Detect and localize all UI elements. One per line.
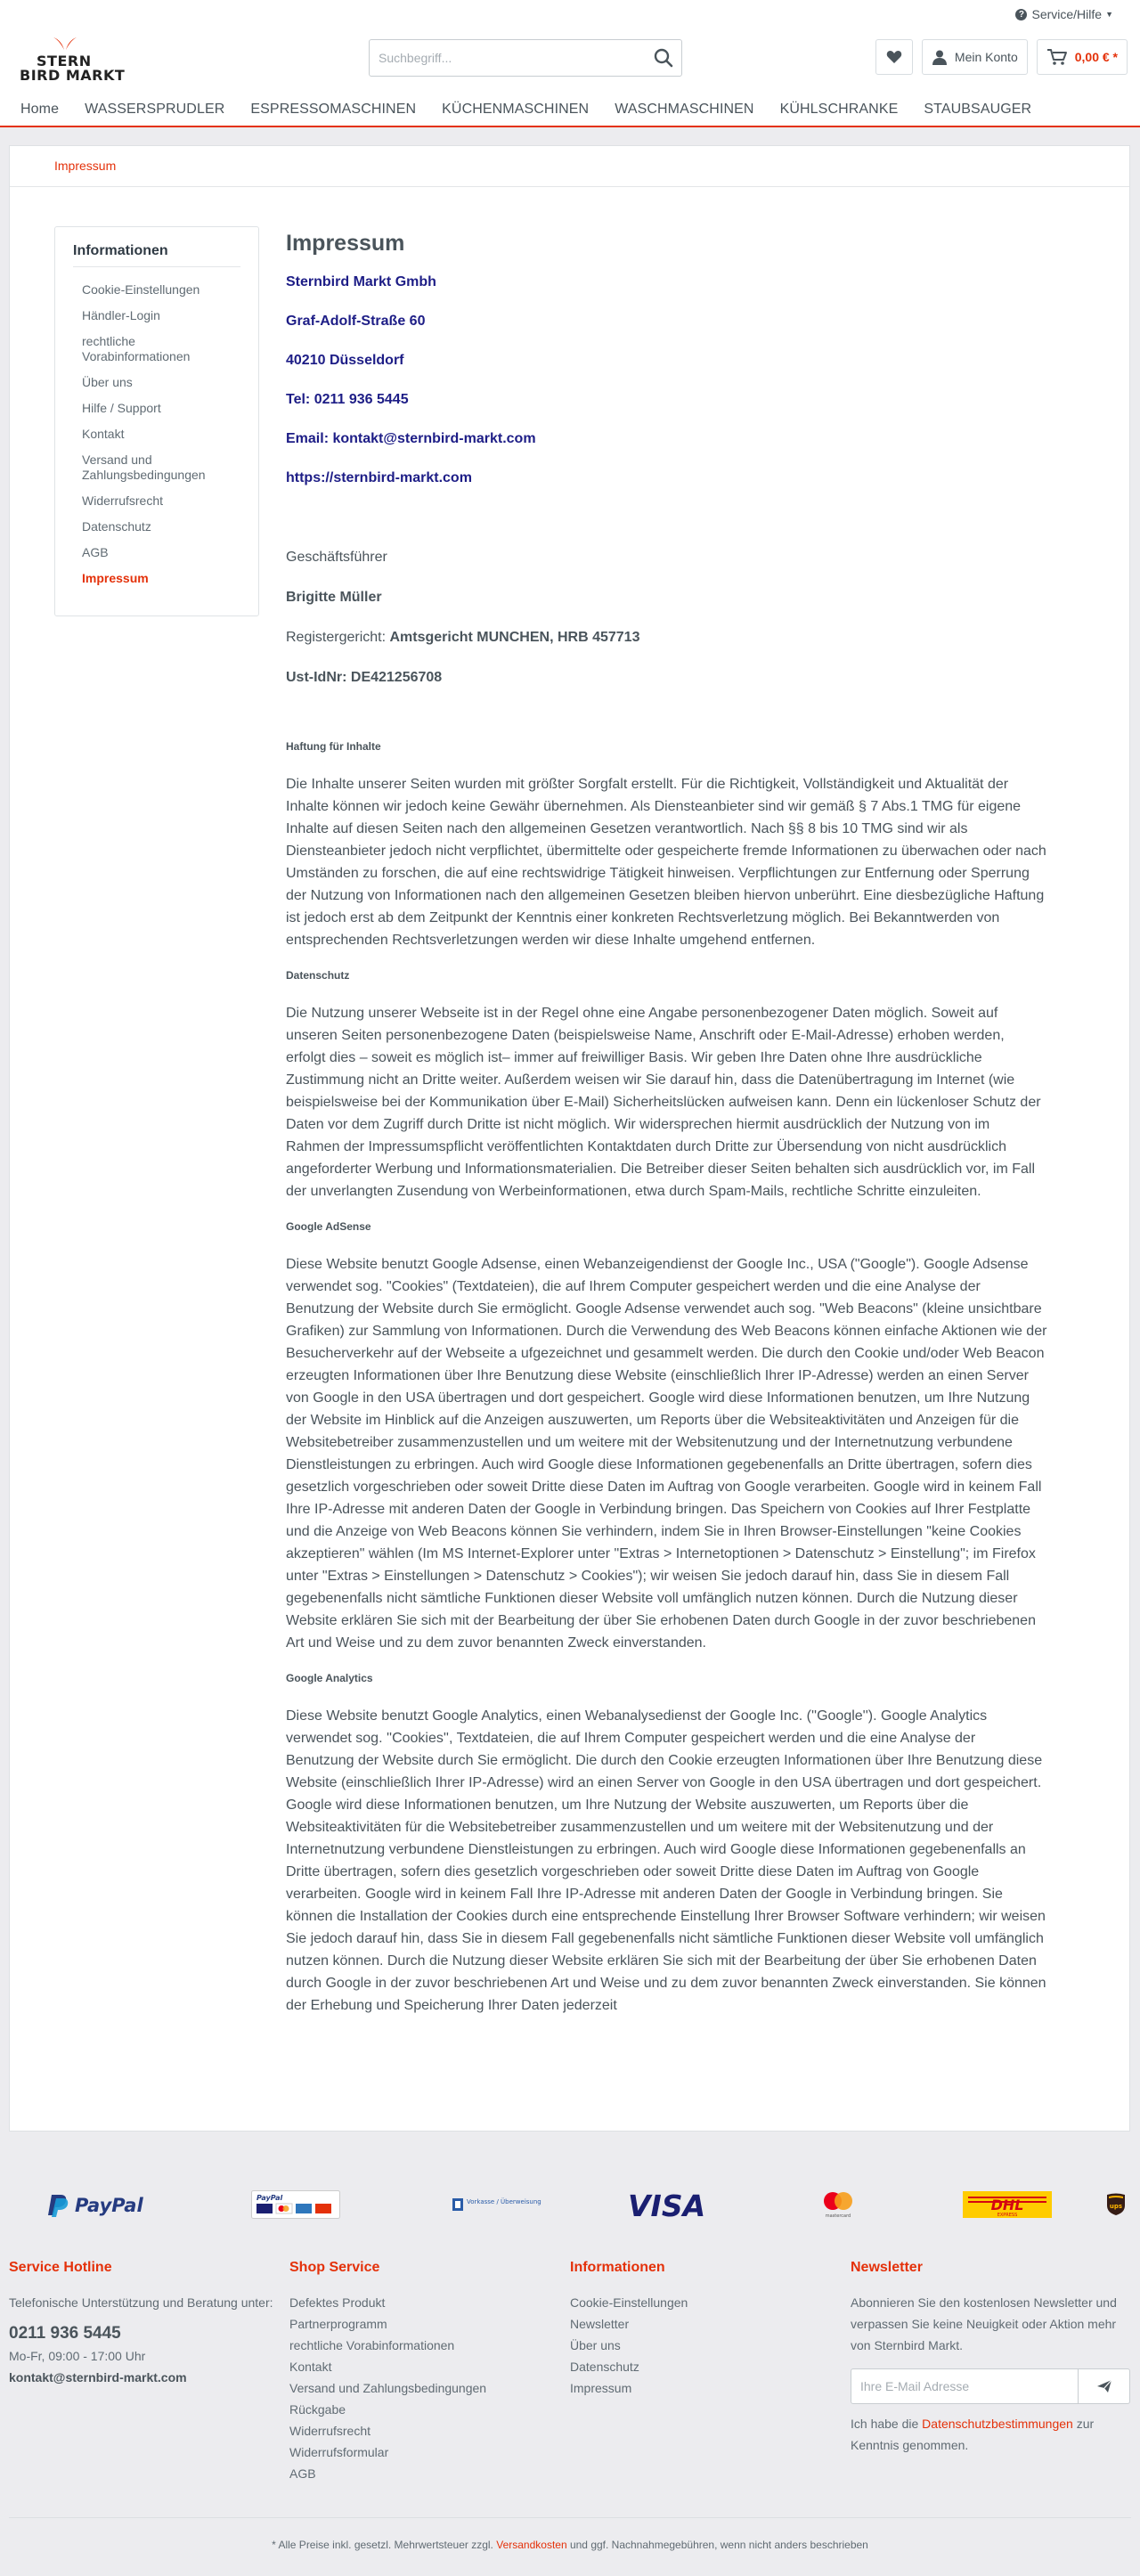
footer-newsletter — [851, 2260, 1131, 2456]
footer-informationen — [570, 2260, 837, 2399]
management-info — [286, 549, 1047, 687]
cart-button[interactable] — [1037, 39, 1128, 75]
logo-text-line1: STERN — [37, 53, 92, 69]
footer-link-newsletter[interactable]: Newsletter — [570, 2317, 630, 2331]
section-text: Diese Website benutzt Google Analytics, einen Webanalysedienst der Google Inc. (''Google''). Google Analytics verwendet sog. ''Cookies'', Textdateien, die auf Ihrem Computer gespeichert werden und die eine Analyse der Benutzung der Website durch Sie ermöglicht. Die durch den Cookie erzeugten Informationen über Ihre Benutzung diese Website (einschließlich Ihrer IP-Adresse) wird an einen Server von Google in den USA übertragen und dort gespeichert. Google wird diese Informationen benutzen, um Ihre Nutzung der Website auszuwerten, um Reports über die Websiteaktivitäten für die Websitebetreiber zusammenzustellen und um weitere mit der Websitenutzung und der Internetnutzung verbundene Dienstleistungen zu erbringen. Auch wird Google diese Informationen gegebenenfalls an Dritte übertragen, sofern dies gesetzlich vorgeschrieben oder soweit Dritte diese Daten im Auftrag von Google verarbeiten. Google wird in keinem Fall Ihre IP-Adresse mit anderen Daten der Google in Verbindung bringen. Sie können die Installation der Cookies durch eine entsprechende Einstellung Ihrer Browser Software verhindern; wir weisen Sie jedoch darauf hin, dass Sie in diesem Fall gegebenenfalls nicht sämtliche Funktionen dieser Website voll umfänglich nutzen können. Durch die Nutzung dieser Website erklären Sie sich mit der Bearbeitung der über Sie erhobenen Daten durch Google in der zuvor beschriebenen Art und Weise und zu dem zuvor benannten Zweck einverstanden. Sie können der Erhebung und Speicherung Ihrer Daten jederzeit — [286, 1708, 1046, 2013]
company-street: Graf-Adolf-Straße 60 — [286, 314, 426, 329]
consent-pre: Ich habe die — [851, 2417, 923, 2431]
section-title: Datenschutz — [286, 969, 350, 982]
vat-pre: * Alle Preise inkl. gesetzl. Mehrwertsteuer zzgl. — [272, 2539, 497, 2551]
nav-item-kuehlschranke[interactable]: KÜHLSCHRANKE — [779, 102, 899, 117]
footer-link-impressum[interactable]: Impressum — [570, 2381, 632, 2395]
ups-text: ups — [1109, 2203, 1123, 2210]
user-icon — [932, 49, 948, 65]
site-header — [0, 0, 1140, 127]
prepayment-text: Vorkasse / Überweisung — [467, 2198, 542, 2205]
shipping-costs-link[interactable]: Versandkosten — [496, 2539, 567, 2551]
ceo-label: Geschäftsführer — [286, 550, 387, 565]
footer-hotline — [9, 2260, 276, 2388]
sidebar — [54, 226, 259, 616]
sidebar-item-haendler-login[interactable]: Händler-Login — [82, 308, 160, 322]
ups-logo — [1092, 2167, 1140, 2242]
informationen-title: Informationen — [570, 2260, 665, 2275]
footer-shop-service — [289, 2260, 557, 2484]
section-text: Die Nutzung unserer Webseite ist in der Regel ohne eine Angabe personenbezogener Daten möglich. Soweit auf unseren Seiten personenbezogene Daten (beispielsweise Name, Anschrift oder E-Mail-Adresse) erhoben werden, erfolgt dies – soweit es möglich ist– immer auf freiwilliger Basis. Wir geben Ihre Daten ohne Ihre ausdrückliche Zustimmung nicht an Dritte weiter. Außerdem weisen wir Sie darauf hin, dass die Datenübertragung im Internet (wie beispielsweise bei der Kommunikation über E-Mail) Sicherheitslücken aufweisen kann. Denn ein lückenloser Schutz der Daten vor dem Zugriff durch Dritte ist nicht möglich. Wir widersprechen hiermit ausdrücklich der Nutzung von im Rahmen der Impressumspflicht veröffentlichten Kontaktdaten durch Dritte zur Übersendung von nicht ausdrücklich angeforderter Werbung und Informationsmaterialien. Die Betreiber dieser Seiten behalten sich ausdrücklich vor, im Fall der unverlangten Zusendung von Werbeinformationen, etwa durch Spam-Mails, rechtliche Schritte einzuleiten. — [286, 1006, 1041, 1199]
ceo-name: Brigitte Müller — [286, 590, 382, 605]
sidebar-item-widerrufsrecht[interactable]: Widerrufsrecht — [82, 493, 164, 508]
account-label: Mein Konto — [954, 50, 1018, 64]
section-text: Diese Website benutzt Google Adsense, einen Webanzeigendienst der Google Inc., USA ("Google"). Google Adsense verwendet sog. "Cookies" (Textdateien), die auf Ihrem Computer gespeichert werden und die eine Analyse der Benutzung der Website durch Sie ermöglicht. Google Adsense verwendet auch sog. "Web Beacons" (kleine unsichtbare Grafiken) zur Sammlung von Informationen. Durch die Verwendung des Web Beacons können einfache Aktionen wie der Besucherverkehr auf der Webseite a ufgezeichnet und gesammelt werden. Die durch den Cookie und/oder Web Beacon erzeugten Informationen über Ihre Benutzung diese Website (einschließlich Ihrer IP-Adresse) werden an einen Server von Google in den USA übertragen und dort gespeichert. Google wird diese Informationen benutzen, um Ihre Nutzung der Website im Hinblick auf die Anzeigen auszuwerten, um Reports über die Websiteaktivitäten und Anzeigen für die Websitebetreiber zusammenzustellen und um weitere mit der Websitenutzung und der Internetnutzung verbundene Dienstleistungen zu erbringen. Auch wird Google diese Informationen gegebenenfalls an Dritte übertragen, sofern dies gesetzlich vorgeschrieben oder soweit Dritte diese Daten im Auftrag von Google verarbeiten. Google wird in keinem Fall Ihre IP-Adresse mit anderen Daten der Google in Verbindung bringen. Das Speichern von Cookies auf Ihrer Festplatte und die Anzeige von Web Beacons können Sie verhindern, indem Sie in Ihren Browser-Einstellungen "keine Cookies akzeptieren" wählen (Im MS Internet-Explorer unter "Extras > Internetoptionen > Datenschutz > Einstellung"; im Firefox unter "Extras > Einstellungen > Datenschutz > Cookies"); wir weisen Sie jedoch darauf hin, dass Sie in diesem Fall gegebenenfalls nicht sämtliche Funktionen dieser Website voll umfänglich nutzen können. Durch die Nutzung dieser Website erklären Sie sich mit der Bearbeitung der über Sie erhobenen Daten durch Google in der zuvor beschriebenen Art und Weise und zu dem zuvor benannten Zweck einverstanden. — [286, 1257, 1047, 1651]
consent-post: zur Kenntnis genommen. — [851, 2417, 1095, 2452]
footer-link-ueber-uns[interactable]: Über uns — [570, 2338, 621, 2352]
newsletter-consent — [851, 2413, 1131, 2456]
wishlist-button[interactable] — [875, 39, 913, 75]
footer-link-cookie-einstellungen[interactable]: Cookie-Einstellungen — [570, 2295, 688, 2310]
dhl-logo — [923, 2167, 1092, 2242]
visa-text: VISA — [628, 2189, 706, 2223]
section-text: Die Inhalte unserer Seiten wurden mit größter Sorgfalt erstellt. Für die Richtigkeit, Vollständigkeit und Aktualität der Inhalte können wir jedoch keine Gewähr übernehmen. Als Diensteanbieter sind wir gemäß § 7 Abs.1 TMG für eigene Inhalte auf diesen Seiten nach den allgemeinen Gesetzen verantwortlich. Nach §§ 8 bis 10 TMG sind wir als Diensteanbieter jedoch nicht verpflichtet, übermittelte oder gespeicherte fremde Informationen zu überwachen oder nach Umständen zu forschen, die auf eine rechtswidrige Tätigkeit hinweisen. Verpflichtungen zur Entfernung oder Sperrung der Nutzung von Informationen nach den allgemeinen Gesetzen bleiben hiervon unberührt. Eine diesbezügliche Haftung ist jedoch erst ab dem Zeitpunkt der Kenntnis einer konkreten Rechtsverletzung möglich. Bei Bekanntwerden von entsprechenden Rechtsverletzungen werden wir diese Inhalte umgehend entfernen. — [286, 777, 1046, 948]
main-navigation — [0, 100, 1140, 127]
register-info — [286, 629, 1047, 647]
register-value: Amtsgericht MUNCHEN, HRB 457713 — [389, 630, 640, 645]
nav-item-staubsauger[interactable]: STAUBSAUGER — [924, 102, 1032, 117]
paypal-cards-logo — [200, 2167, 392, 2242]
dhl-sub-text: EXPRESS — [997, 2213, 1018, 2218]
company-name: Sternbird Markt Gmbh — [286, 274, 436, 289]
footer-link-widerrufsformular[interactable]: Widerrufsformular — [289, 2445, 389, 2459]
newsletter-title: Newsletter — [851, 2260, 923, 2275]
vat-id: Ust-IdNr: DE421256708 — [286, 670, 443, 685]
main-content-card — [9, 145, 1130, 2132]
payment-logos — [0, 2167, 1140, 2242]
hotline-number[interactable]: 0211 936 5445 — [9, 2324, 121, 2343]
section-title: Google AdSense — [286, 1220, 371, 1233]
visa-logo — [584, 2167, 753, 2242]
privacy-link[interactable]: Datenschutzbestimmungen — [922, 2417, 1073, 2431]
footer-link-defektes-produkt[interactable]: Defektes Produkt — [289, 2295, 386, 2310]
footer-link-partnerprogramm[interactable]: Partnerprogramm — [289, 2317, 387, 2331]
sidebar-item-agb[interactable]: AGB — [82, 545, 109, 559]
search-box — [369, 39, 682, 77]
paypal-logo — [0, 2167, 200, 2242]
mastercard-text: mastercard — [825, 2213, 851, 2219]
vat-post: und ggf. Nachnahmegebühren, wenn nicht anders beschrieben — [566, 2539, 868, 2551]
divider — [9, 2517, 1131, 2518]
sidebar-item-kontakt[interactable]: Kontakt — [82, 427, 125, 441]
logo-bird-icon — [52, 36, 78, 52]
sidebar-title: Informationen — [73, 243, 240, 267]
divider — [10, 186, 1129, 187]
section-title: Haftung für Inhalte — [286, 740, 381, 753]
sidebar-item-datenschutz[interactable]: Datenschutz — [82, 519, 151, 534]
breadcrumb[interactable]: Impressum — [54, 159, 117, 173]
company-phone: Tel: 0211 936 5445 — [286, 392, 409, 407]
nav-item-espressomaschinen[interactable]: ESPRESSOMASCHINEN — [250, 102, 417, 117]
company-city: 40210 Düsseldorf — [286, 353, 404, 368]
company-address — [286, 273, 1047, 487]
mastercard-logo — [753, 2167, 923, 2242]
impressum-content — [286, 231, 1047, 2034]
footer-link-rechtliche-vorabinformationen[interactable]: rechtliche Vorabinformationen — [289, 2338, 455, 2352]
logo[interactable] — [20, 36, 126, 84]
newsletter-email-input[interactable] — [851, 2369, 1078, 2403]
nav-item-waschmaschinen[interactable]: WASCHMASCHINEN — [615, 102, 754, 117]
sidebar-item-impressum[interactable]: Impressum — [82, 571, 149, 585]
paypal-text: PayPal — [75, 2195, 143, 2216]
search-icon[interactable] — [646, 48, 681, 68]
account-button[interactable] — [922, 39, 1028, 75]
vat-notice — [0, 2539, 1140, 2551]
footer-link-kontakt[interactable]: Kontakt — [289, 2360, 332, 2374]
service-help-label: Service/Hilfe — [1031, 7, 1103, 21]
cart-total: 0,00 € * — [1074, 50, 1118, 64]
hotline-title: Service Hotline — [9, 2260, 112, 2275]
page-title: Impressum — [286, 231, 405, 256]
newsletter-submit-button[interactable] — [1078, 2369, 1129, 2403]
sidebar-item-hilfe-support[interactable]: Hilfe / Support — [82, 401, 161, 415]
dhl-text: DHL — [990, 2197, 1024, 2213]
prepayment-logo — [392, 2167, 584, 2242]
sidebar-item-cookie-einstellungen[interactable]: Cookie-Einstellungen — [82, 282, 200, 297]
footer-link-datenschutz[interactable]: Datenschutz — [570, 2360, 639, 2374]
footer-link-widerrufsrecht[interactable]: Widerrufsrecht — [289, 2424, 371, 2438]
section-title: Google Analytics — [286, 1672, 373, 1684]
shop-service-title: Shop Service — [289, 2260, 380, 2275]
footer-link-versand[interactable]: Versand und Zahlungsbedingungen — [289, 2381, 487, 2395]
help-icon: ? — [1015, 9, 1027, 20]
hotline-text: Telefonische Unterstützung und Beratung unter: — [9, 2295, 273, 2310]
sidebar-item-rechtliche-vorabinformationen[interactable]: rechtliche Vorabinformationen — [82, 334, 191, 363]
nav-item-kuechenmaschinen[interactable]: KÜCHENMASCHINEN — [442, 102, 590, 117]
hotline-email[interactable]: kontakt@sternbird-markt.com — [9, 2370, 187, 2384]
paypal-small-text: PayPal — [256, 2194, 283, 2202]
logo-text-line2: BIRD MARKT — [20, 67, 126, 84]
footer-link-rueckgabe[interactable]: Rückgabe — [289, 2402, 346, 2417]
service-help-link[interactable] — [1015, 7, 1113, 21]
sidebar-item-versand[interactable]: Versand und Zahlungsbedingungen — [82, 452, 206, 482]
register-label: Registergericht: — [286, 630, 390, 645]
footer-link-agb[interactable]: AGB — [289, 2466, 316, 2481]
hotline-hours: Mo-Fr, 09:00 - 17:00 Uhr — [9, 2349, 146, 2363]
nav-item-wassersprudler[interactable]: WASSERSPRUDLER — [85, 102, 225, 117]
chevron-down-icon: ▼ — [1105, 10, 1113, 19]
newsletter-form — [851, 2368, 1130, 2404]
send-icon — [1096, 2379, 1112, 2393]
newsletter-text: Abonnieren Sie den kostenlosen Newsletter und verpassen Sie keine Neuigkeit oder Aktion mehr von Sternbird Markt. — [851, 2295, 1117, 2352]
legal-sections — [286, 739, 1047, 2017]
nav-item-home[interactable]: Home — [20, 102, 60, 117]
company-website[interactable]: https://sternbird-markt.com — [286, 470, 472, 485]
search-input[interactable] — [370, 51, 646, 65]
heart-icon — [886, 50, 902, 64]
cart-icon — [1046, 48, 1068, 66]
company-email[interactable]: Email: kontakt@sternbird-markt.com — [286, 431, 536, 446]
header-actions — [875, 39, 1128, 75]
sidebar-item-ueber-uns[interactable]: Über uns — [82, 375, 133, 389]
